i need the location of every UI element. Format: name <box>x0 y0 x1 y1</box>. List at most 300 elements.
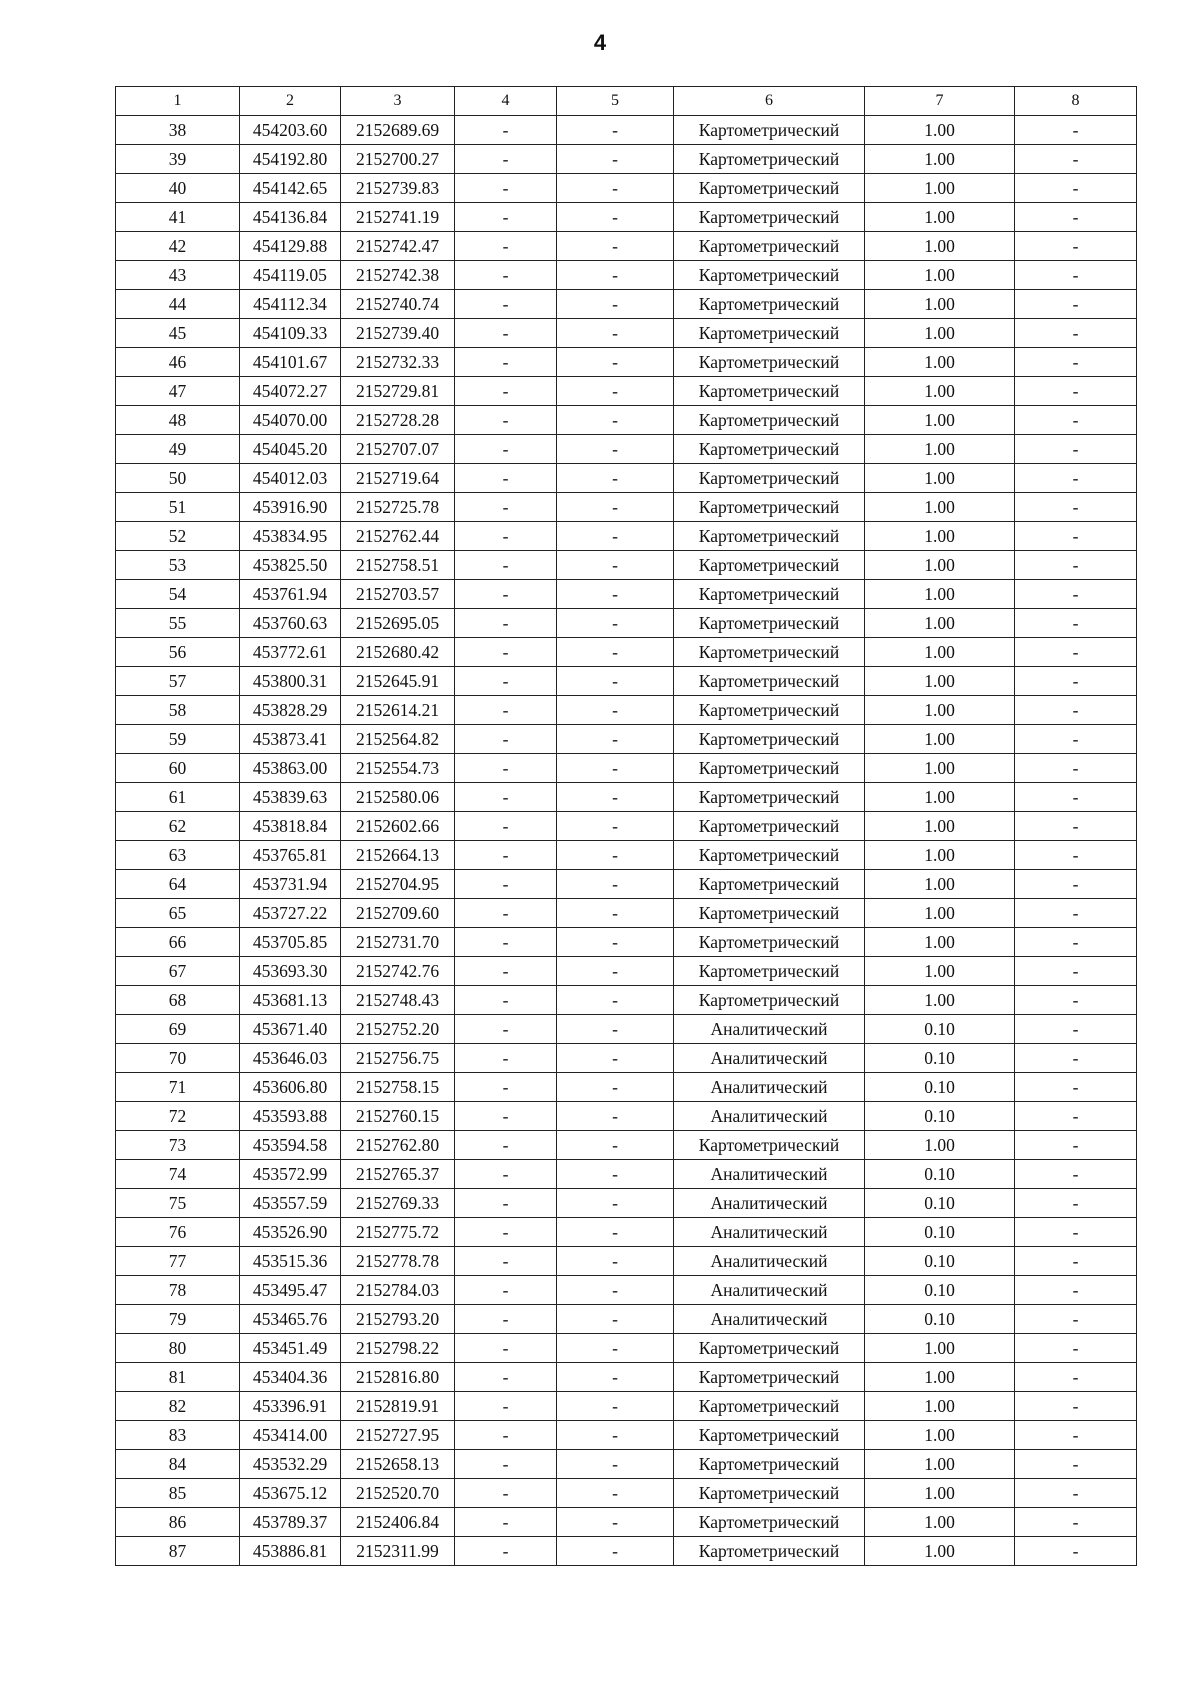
y-coordinate-cell: 2152727.95 <box>341 1421 455 1450</box>
table-row <box>116 725 1137 754</box>
x-coordinate-cell: 453873.41 <box>240 725 341 754</box>
column-4-cell: - <box>455 667 557 696</box>
column-4-cell: - <box>455 232 557 261</box>
column-8-cell: - <box>1015 1189 1137 1218</box>
column-4-cell: - <box>455 957 557 986</box>
accuracy-cell: 0.10 <box>865 1247 1015 1276</box>
x-coordinate-cell: 453396.91 <box>240 1392 341 1421</box>
point-number-cell: 68 <box>116 986 240 1015</box>
point-number-cell: 62 <box>116 812 240 841</box>
accuracy-cell: 1.00 <box>865 377 1015 406</box>
point-number-cell: 54 <box>116 580 240 609</box>
column-5-cell: - <box>557 870 674 899</box>
column-8-cell: - <box>1015 1392 1137 1421</box>
column-5-cell: - <box>557 522 674 551</box>
point-number-cell: 63 <box>116 841 240 870</box>
x-coordinate-cell: 454109.33 <box>240 319 341 348</box>
column-5-cell: - <box>557 1334 674 1363</box>
accuracy-cell: 1.00 <box>865 580 1015 609</box>
header-cell: 4 <box>455 87 557 116</box>
column-5-cell: - <box>557 1160 674 1189</box>
method-cell: Картометрический <box>674 754 865 783</box>
column-4-cell: - <box>455 174 557 203</box>
header-cell: 2 <box>240 87 341 116</box>
x-coordinate-cell: 453557.59 <box>240 1189 341 1218</box>
column-5-cell: - <box>557 1537 674 1566</box>
table-row <box>116 145 1137 174</box>
column-8-cell: - <box>1015 464 1137 493</box>
x-coordinate-cell: 453465.76 <box>240 1305 341 1334</box>
x-coordinate-cell: 454112.34 <box>240 290 341 319</box>
table-row <box>116 1508 1137 1537</box>
accuracy-cell: 1.00 <box>865 609 1015 638</box>
table-row <box>116 1160 1137 1189</box>
column-5-cell: - <box>557 1044 674 1073</box>
point-number-cell: 76 <box>116 1218 240 1247</box>
column-5-cell: - <box>557 696 674 725</box>
column-8-cell: - <box>1015 1073 1137 1102</box>
method-cell: Картометрический <box>674 609 865 638</box>
point-number-cell: 67 <box>116 957 240 986</box>
point-number-cell: 86 <box>116 1508 240 1537</box>
column-5-cell: - <box>557 667 674 696</box>
table-row <box>116 464 1137 493</box>
point-number-cell: 85 <box>116 1479 240 1508</box>
method-cell: Аналитический <box>674 1276 865 1305</box>
column-8-cell: - <box>1015 377 1137 406</box>
column-8-cell: - <box>1015 319 1137 348</box>
x-coordinate-cell: 453705.85 <box>240 928 341 957</box>
table-row <box>116 1334 1137 1363</box>
method-cell: Аналитический <box>674 1073 865 1102</box>
method-cell: Аналитический <box>674 1102 865 1131</box>
column-8-cell: - <box>1015 986 1137 1015</box>
y-coordinate-cell: 2152742.76 <box>341 957 455 986</box>
accuracy-cell: 1.00 <box>865 435 1015 464</box>
accuracy-cell: 1.00 <box>865 1131 1015 1160</box>
point-number-cell: 44 <box>116 290 240 319</box>
accuracy-cell: 1.00 <box>865 696 1015 725</box>
page-number: 4 <box>593 30 607 55</box>
point-number-cell: 75 <box>116 1189 240 1218</box>
x-coordinate-cell: 453839.63 <box>240 783 341 812</box>
accuracy-cell: 0.10 <box>865 1305 1015 1334</box>
column-8-cell: - <box>1015 174 1137 203</box>
x-coordinate-cell: 453451.49 <box>240 1334 341 1363</box>
point-number-cell: 60 <box>116 754 240 783</box>
column-4-cell: - <box>455 812 557 841</box>
column-8-cell: - <box>1015 145 1137 174</box>
x-coordinate-cell: 454101.67 <box>240 348 341 377</box>
accuracy-cell: 1.00 <box>865 551 1015 580</box>
table-row <box>116 1305 1137 1334</box>
column-4-cell: - <box>455 522 557 551</box>
column-5-cell: - <box>557 116 674 145</box>
method-cell: Картометрический <box>674 696 865 725</box>
column-8-cell: - <box>1015 667 1137 696</box>
column-8-cell: - <box>1015 1102 1137 1131</box>
point-number-cell: 51 <box>116 493 240 522</box>
point-number-cell: 50 <box>116 464 240 493</box>
header-cell: 6 <box>674 87 865 116</box>
method-cell: Картометрический <box>674 986 865 1015</box>
x-coordinate-cell: 453594.58 <box>240 1131 341 1160</box>
point-number-cell: 46 <box>116 348 240 377</box>
accuracy-cell: 1.00 <box>865 899 1015 928</box>
column-4-cell: - <box>455 986 557 1015</box>
column-8-cell: - <box>1015 783 1137 812</box>
x-coordinate-cell: 453731.94 <box>240 870 341 899</box>
method-cell: Картометрический <box>674 174 865 203</box>
table-row <box>116 1247 1137 1276</box>
x-coordinate-cell: 453863.00 <box>240 754 341 783</box>
point-number-cell: 55 <box>116 609 240 638</box>
point-number-cell: 69 <box>116 1015 240 1044</box>
point-number-cell: 74 <box>116 1160 240 1189</box>
column-4-cell: - <box>455 493 557 522</box>
column-4-cell: - <box>455 290 557 319</box>
method-cell: Аналитический <box>674 1218 865 1247</box>
accuracy-cell: 0.10 <box>865 1276 1015 1305</box>
column-8-cell: - <box>1015 1479 1137 1508</box>
column-5-cell: - <box>557 638 674 667</box>
y-coordinate-cell: 2152580.06 <box>341 783 455 812</box>
point-number-cell: 70 <box>116 1044 240 1073</box>
column-8-cell: - <box>1015 261 1137 290</box>
column-8-cell: - <box>1015 522 1137 551</box>
column-5-cell: - <box>557 928 674 957</box>
accuracy-cell: 1.00 <box>865 754 1015 783</box>
column-8-cell: - <box>1015 290 1137 319</box>
accuracy-cell: 1.00 <box>865 1363 1015 1392</box>
column-5-cell: - <box>557 348 674 377</box>
table-row <box>116 377 1137 406</box>
column-5-cell: - <box>557 1189 674 1218</box>
column-8-cell: - <box>1015 551 1137 580</box>
y-coordinate-cell: 2152769.33 <box>341 1189 455 1218</box>
point-number-cell: 45 <box>116 319 240 348</box>
table-row <box>116 928 1137 957</box>
method-cell: Аналитический <box>674 1305 865 1334</box>
point-number-cell: 38 <box>116 116 240 145</box>
point-number-cell: 61 <box>116 783 240 812</box>
column-5-cell: - <box>557 551 674 580</box>
accuracy-cell: 0.10 <box>865 1189 1015 1218</box>
table-row <box>116 580 1137 609</box>
y-coordinate-cell: 2152311.99 <box>341 1537 455 1566</box>
header-cell: 7 <box>865 87 1015 116</box>
x-coordinate-cell: 453532.29 <box>240 1450 341 1479</box>
table-row <box>116 609 1137 638</box>
column-5-cell: - <box>557 1218 674 1247</box>
y-coordinate-cell: 2152819.91 <box>341 1392 455 1421</box>
y-coordinate-cell: 2152765.37 <box>341 1160 455 1189</box>
point-number-cell: 64 <box>116 870 240 899</box>
y-coordinate-cell: 2152816.80 <box>341 1363 455 1392</box>
column-5-cell: - <box>557 725 674 754</box>
method-cell: Аналитический <box>674 1015 865 1044</box>
table-row <box>116 841 1137 870</box>
column-5-cell: - <box>557 1508 674 1537</box>
column-5-cell: - <box>557 899 674 928</box>
table-row <box>116 1102 1137 1131</box>
table-row <box>116 1392 1137 1421</box>
method-cell: Картометрический <box>674 899 865 928</box>
table-row <box>116 522 1137 551</box>
y-coordinate-cell: 2152775.72 <box>341 1218 455 1247</box>
table-row <box>116 783 1137 812</box>
column-5-cell: - <box>557 783 674 812</box>
accuracy-cell: 1.00 <box>865 174 1015 203</box>
y-coordinate-cell: 2152728.28 <box>341 406 455 435</box>
x-coordinate-cell: 453800.31 <box>240 667 341 696</box>
column-5-cell: - <box>557 1276 674 1305</box>
accuracy-cell: 1.00 <box>865 841 1015 870</box>
accuracy-cell: 1.00 <box>865 638 1015 667</box>
point-number-cell: 82 <box>116 1392 240 1421</box>
table-row <box>116 638 1137 667</box>
accuracy-cell: 1.00 <box>865 522 1015 551</box>
table-row <box>116 435 1137 464</box>
accuracy-cell: 1.00 <box>865 319 1015 348</box>
point-number-cell: 71 <box>116 1073 240 1102</box>
column-5-cell: - <box>557 261 674 290</box>
column-4-cell: - <box>455 1479 557 1508</box>
x-coordinate-cell: 453760.63 <box>240 609 341 638</box>
accuracy-cell: 1.00 <box>865 1508 1015 1537</box>
point-number-cell: 42 <box>116 232 240 261</box>
accuracy-cell: 1.00 <box>865 1334 1015 1363</box>
column-8-cell: - <box>1015 203 1137 232</box>
x-coordinate-cell: 454203.60 <box>240 116 341 145</box>
x-coordinate-cell: 453772.61 <box>240 638 341 667</box>
x-coordinate-cell: 454072.27 <box>240 377 341 406</box>
method-cell: Картометрический <box>674 928 865 957</box>
table-row <box>116 1218 1137 1247</box>
table-row <box>116 1189 1137 1218</box>
method-cell: Картометрический <box>674 1508 865 1537</box>
header-cell: 1 <box>116 87 240 116</box>
column-4-cell: - <box>455 348 557 377</box>
method-cell: Картометрический <box>674 435 865 464</box>
column-5-cell: - <box>557 1450 674 1479</box>
column-4-cell: - <box>455 841 557 870</box>
x-coordinate-cell: 454119.05 <box>240 261 341 290</box>
header-cell: 8 <box>1015 87 1137 116</box>
column-8-cell: - <box>1015 754 1137 783</box>
column-5-cell: - <box>557 319 674 348</box>
table-row <box>116 348 1137 377</box>
column-4-cell: - <box>455 406 557 435</box>
table-row <box>116 986 1137 1015</box>
column-4-cell: - <box>455 1334 557 1363</box>
column-8-cell: - <box>1015 1160 1137 1189</box>
table-row <box>116 232 1137 261</box>
table-row <box>116 1044 1137 1073</box>
method-cell: Картометрический <box>674 1363 865 1392</box>
column-4-cell: - <box>455 1305 557 1334</box>
table-row <box>116 116 1137 145</box>
y-coordinate-cell: 2152664.13 <box>341 841 455 870</box>
column-8-cell: - <box>1015 1508 1137 1537</box>
table-row <box>116 957 1137 986</box>
x-coordinate-cell: 454012.03 <box>240 464 341 493</box>
point-number-cell: 72 <box>116 1102 240 1131</box>
y-coordinate-cell: 2152695.05 <box>341 609 455 638</box>
column-8-cell: - <box>1015 348 1137 377</box>
column-4-cell: - <box>455 464 557 493</box>
x-coordinate-cell: 454070.00 <box>240 406 341 435</box>
table-row <box>116 1131 1137 1160</box>
column-5-cell: - <box>557 1131 674 1160</box>
accuracy-cell: 0.10 <box>865 1160 1015 1189</box>
column-8-cell: - <box>1015 1334 1137 1363</box>
table-row <box>116 696 1137 725</box>
accuracy-cell: 1.00 <box>865 957 1015 986</box>
method-cell: Картометрический <box>674 290 865 319</box>
accuracy-cell: 1.00 <box>865 1450 1015 1479</box>
column-4-cell: - <box>455 1189 557 1218</box>
point-number-cell: 47 <box>116 377 240 406</box>
point-number-cell: 43 <box>116 261 240 290</box>
y-coordinate-cell: 2152709.60 <box>341 899 455 928</box>
x-coordinate-cell: 453606.80 <box>240 1073 341 1102</box>
method-cell: Картометрический <box>674 319 865 348</box>
accuracy-cell: 1.00 <box>865 870 1015 899</box>
column-8-cell: - <box>1015 116 1137 145</box>
accuracy-cell: 1.00 <box>865 1537 1015 1566</box>
accuracy-cell: 1.00 <box>865 812 1015 841</box>
y-coordinate-cell: 2152658.13 <box>341 1450 455 1479</box>
table-row <box>116 551 1137 580</box>
accuracy-cell: 1.00 <box>865 783 1015 812</box>
method-cell: Картометрический <box>674 841 865 870</box>
method-cell: Картометрический <box>674 812 865 841</box>
column-5-cell: - <box>557 1073 674 1102</box>
point-number-cell: 56 <box>116 638 240 667</box>
x-coordinate-cell: 453671.40 <box>240 1015 341 1044</box>
y-coordinate-cell: 2152707.07 <box>341 435 455 464</box>
x-coordinate-cell: 453681.13 <box>240 986 341 1015</box>
y-coordinate-cell: 2152703.57 <box>341 580 455 609</box>
y-coordinate-cell: 2152748.43 <box>341 986 455 1015</box>
method-cell: Аналитический <box>674 1189 865 1218</box>
accuracy-cell: 1.00 <box>865 986 1015 1015</box>
column-4-cell: - <box>455 1508 557 1537</box>
method-cell: Картометрический <box>674 638 865 667</box>
column-8-cell: - <box>1015 812 1137 841</box>
column-5-cell: - <box>557 377 674 406</box>
method-cell: Картометрический <box>674 957 865 986</box>
y-coordinate-cell: 2152680.42 <box>341 638 455 667</box>
column-4-cell: - <box>455 870 557 899</box>
x-coordinate-cell: 453834.95 <box>240 522 341 551</box>
column-4-cell: - <box>455 928 557 957</box>
column-5-cell: - <box>557 812 674 841</box>
column-5-cell: - <box>557 1363 674 1392</box>
column-4-cell: - <box>455 116 557 145</box>
method-cell: Картометрический <box>674 1479 865 1508</box>
table-row <box>116 1537 1137 1566</box>
point-number-cell: 87 <box>116 1537 240 1566</box>
table-row <box>116 1450 1137 1479</box>
table-header <box>116 87 1137 116</box>
method-cell: Картометрический <box>674 261 865 290</box>
column-4-cell: - <box>455 1276 557 1305</box>
accuracy-cell: 1.00 <box>865 290 1015 319</box>
accuracy-cell: 1.00 <box>865 1392 1015 1421</box>
column-8-cell: - <box>1015 435 1137 464</box>
x-coordinate-cell: 453572.99 <box>240 1160 341 1189</box>
accuracy-cell: 1.00 <box>865 928 1015 957</box>
column-5-cell: - <box>557 841 674 870</box>
column-5-cell: - <box>557 232 674 261</box>
method-cell: Картометрический <box>674 870 865 899</box>
column-4-cell: - <box>455 1363 557 1392</box>
method-cell: Аналитический <box>674 1247 865 1276</box>
x-coordinate-cell: 453761.94 <box>240 580 341 609</box>
accuracy-cell: 1.00 <box>865 116 1015 145</box>
table-row <box>116 174 1137 203</box>
x-coordinate-cell: 453593.88 <box>240 1102 341 1131</box>
accuracy-cell: 1.00 <box>865 203 1015 232</box>
column-8-cell: - <box>1015 870 1137 899</box>
point-number-cell: 78 <box>116 1276 240 1305</box>
table-row <box>116 319 1137 348</box>
header-row <box>116 87 1137 116</box>
column-8-cell: - <box>1015 899 1137 928</box>
x-coordinate-cell: 453818.84 <box>240 812 341 841</box>
column-8-cell: - <box>1015 1218 1137 1247</box>
y-coordinate-cell: 2152729.81 <box>341 377 455 406</box>
column-5-cell: - <box>557 957 674 986</box>
column-4-cell: - <box>455 145 557 174</box>
column-4-cell: - <box>455 899 557 928</box>
column-4-cell: - <box>455 551 557 580</box>
column-8-cell: - <box>1015 1131 1137 1160</box>
x-coordinate-cell: 453646.03 <box>240 1044 341 1073</box>
column-4-cell: - <box>455 319 557 348</box>
point-number-cell: 39 <box>116 145 240 174</box>
accuracy-cell: 1.00 <box>865 493 1015 522</box>
accuracy-cell: 0.10 <box>865 1218 1015 1247</box>
column-4-cell: - <box>455 580 557 609</box>
column-5-cell: - <box>557 1392 674 1421</box>
column-4-cell: - <box>455 1015 557 1044</box>
column-8-cell: - <box>1015 1305 1137 1334</box>
y-coordinate-cell: 2152752.20 <box>341 1015 455 1044</box>
point-number-cell: 59 <box>116 725 240 754</box>
table-body <box>116 116 1137 1566</box>
method-cell: Картометрический <box>674 1421 865 1450</box>
y-coordinate-cell: 2152689.69 <box>341 116 455 145</box>
point-number-cell: 65 <box>116 899 240 928</box>
method-cell: Картометрический <box>674 522 865 551</box>
method-cell: Картометрический <box>674 725 865 754</box>
column-4-cell: - <box>455 1450 557 1479</box>
column-8-cell: - <box>1015 1247 1137 1276</box>
point-number-cell: 49 <box>116 435 240 464</box>
column-4-cell: - <box>455 1044 557 1073</box>
table-row <box>116 870 1137 899</box>
y-coordinate-cell: 2152704.95 <box>341 870 455 899</box>
point-number-cell: 40 <box>116 174 240 203</box>
accuracy-cell: 0.10 <box>865 1102 1015 1131</box>
column-5-cell: - <box>557 464 674 493</box>
method-cell: Картометрический <box>674 1131 865 1160</box>
method-cell: Картометрический <box>674 464 865 493</box>
point-number-cell: 83 <box>116 1421 240 1450</box>
